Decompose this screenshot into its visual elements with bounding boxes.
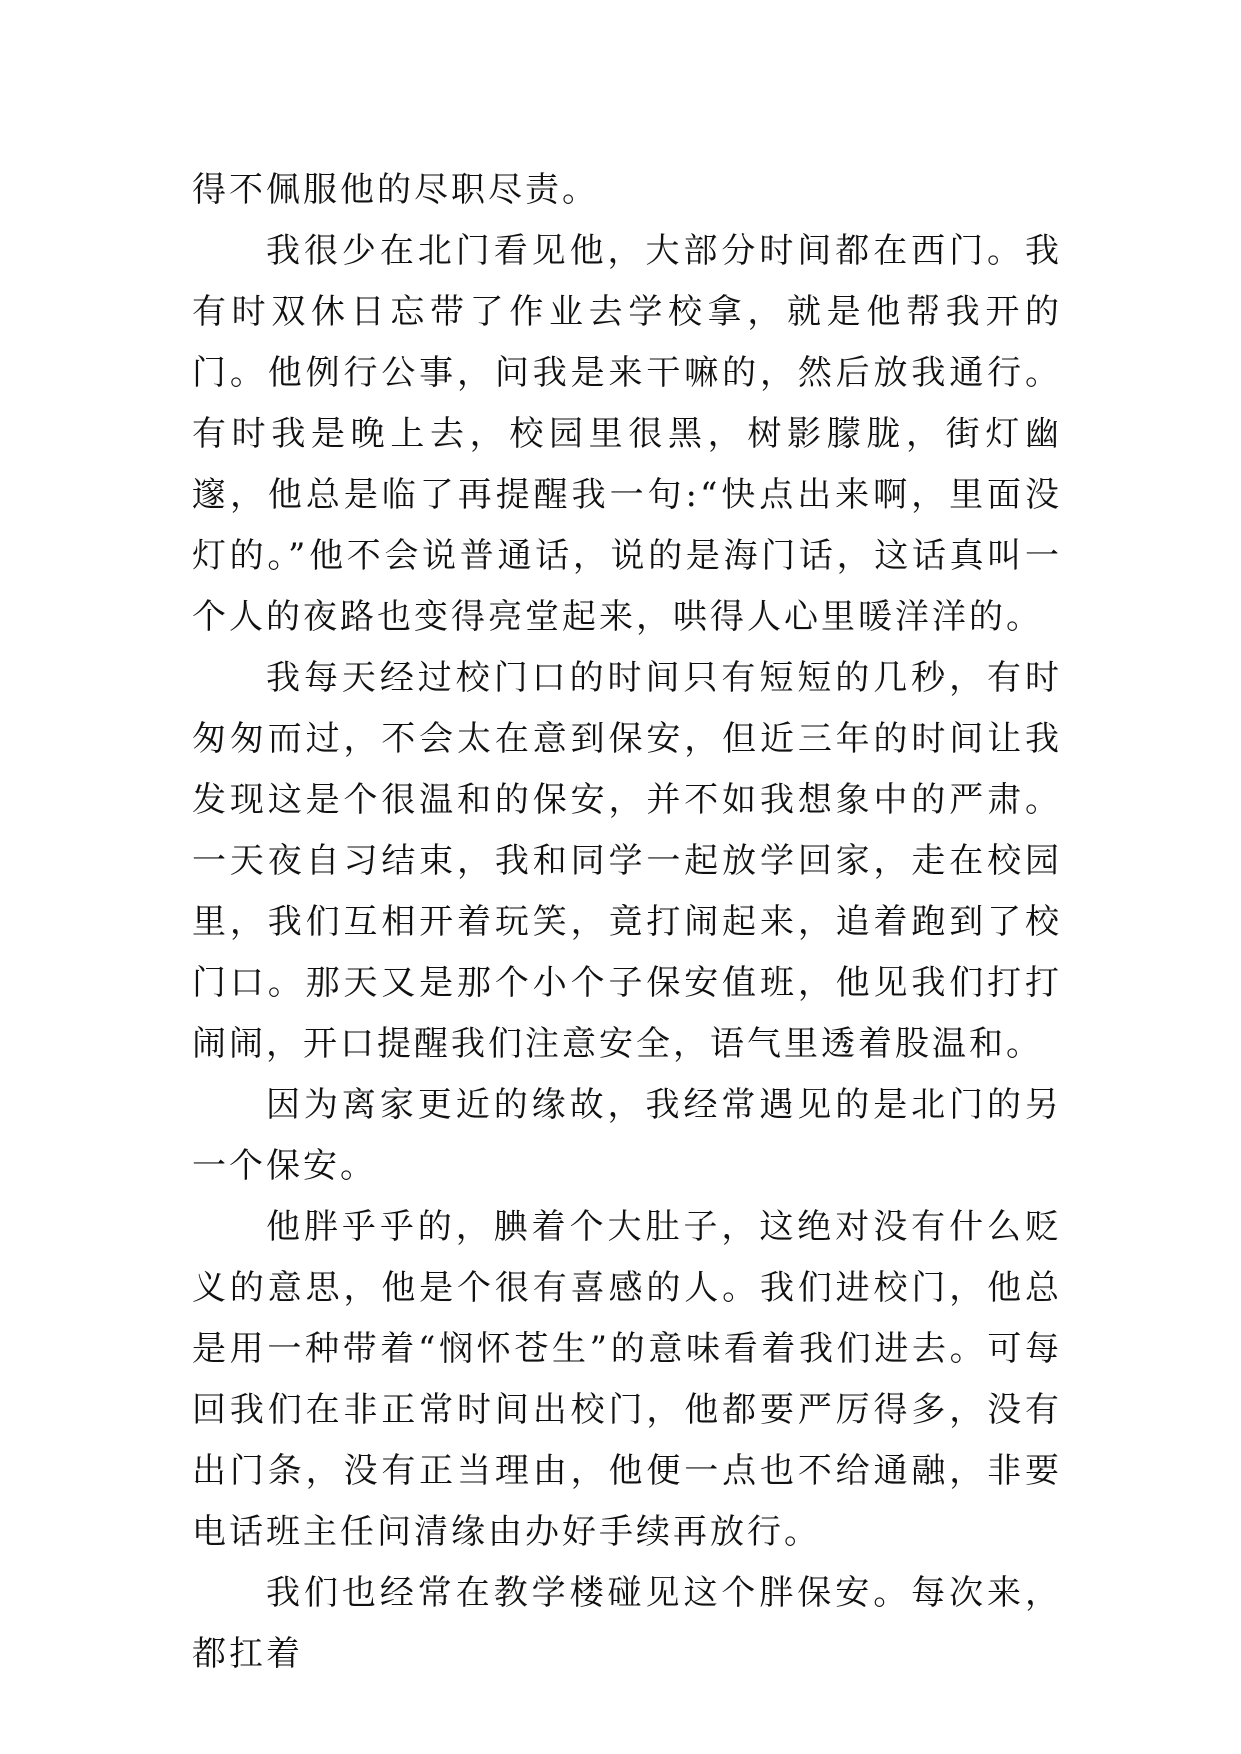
paragraph-1: 得不佩服他的尽职尽责。 <box>192 170 599 210</box>
paragraph-5: 他胖乎乎的，腆着个大肚子，这绝对没有什么贬义的意思，他是个很有喜感的人。我们进校门，他总是用一种带着“悯怀苍生”的意味看着我们进去。可每回我们在非正常时间出校门，他都要严厉得多，没有出门条，没有正当理由，他便一点也不给通融，非要电话班主任问清缘由办好手续再放行。 <box>192 1207 1062 1552</box>
paragraph-6: 我们也经常在教学楼碰见这个胖保安。每次来，都扛着 <box>192 1573 1062 1674</box>
paragraph-2: 我很少在北门看见他，大部分时间都在西门。我有时双休日忘带了作业去学校拿，就是他帮我开的门。他例行公事，问我是来干嘛的，然后放我通行。有时我是晚上去，校园里很黑，树影朦胧，街灯幽邃，他总是临了再提醒我一句:“快点出来啊，里面没灯的。”他不会说普通话，说的是海门话，这话真叫一个人的夜路也变得亮堂起来，哄得人心里暖洋洋的。 <box>192 231 1062 637</box>
paragraph-3: 我每天经过校门口的时间只有短短的几秒，有时匆匆而过，不会太在意到保安，但近三年的时间让我发现这是个很温和的保安，并不如我想象中的严肃。一天夜自习结束，我和同学一起放学回家，走在校园里，我们互相开着玩笑，竟打闹起来，追着跑到了校门口。那天又是那个小个子保安值班，他见我们打打闹闹，开口提醒我们注意安全，语气里透着股温和。 <box>192 658 1062 1064</box>
body-text <box>192 160 1062 1685</box>
paragraph-4: 因为离家更近的缘故，我经常遇见的是北门的另一个保安。 <box>192 1085 1062 1186</box>
